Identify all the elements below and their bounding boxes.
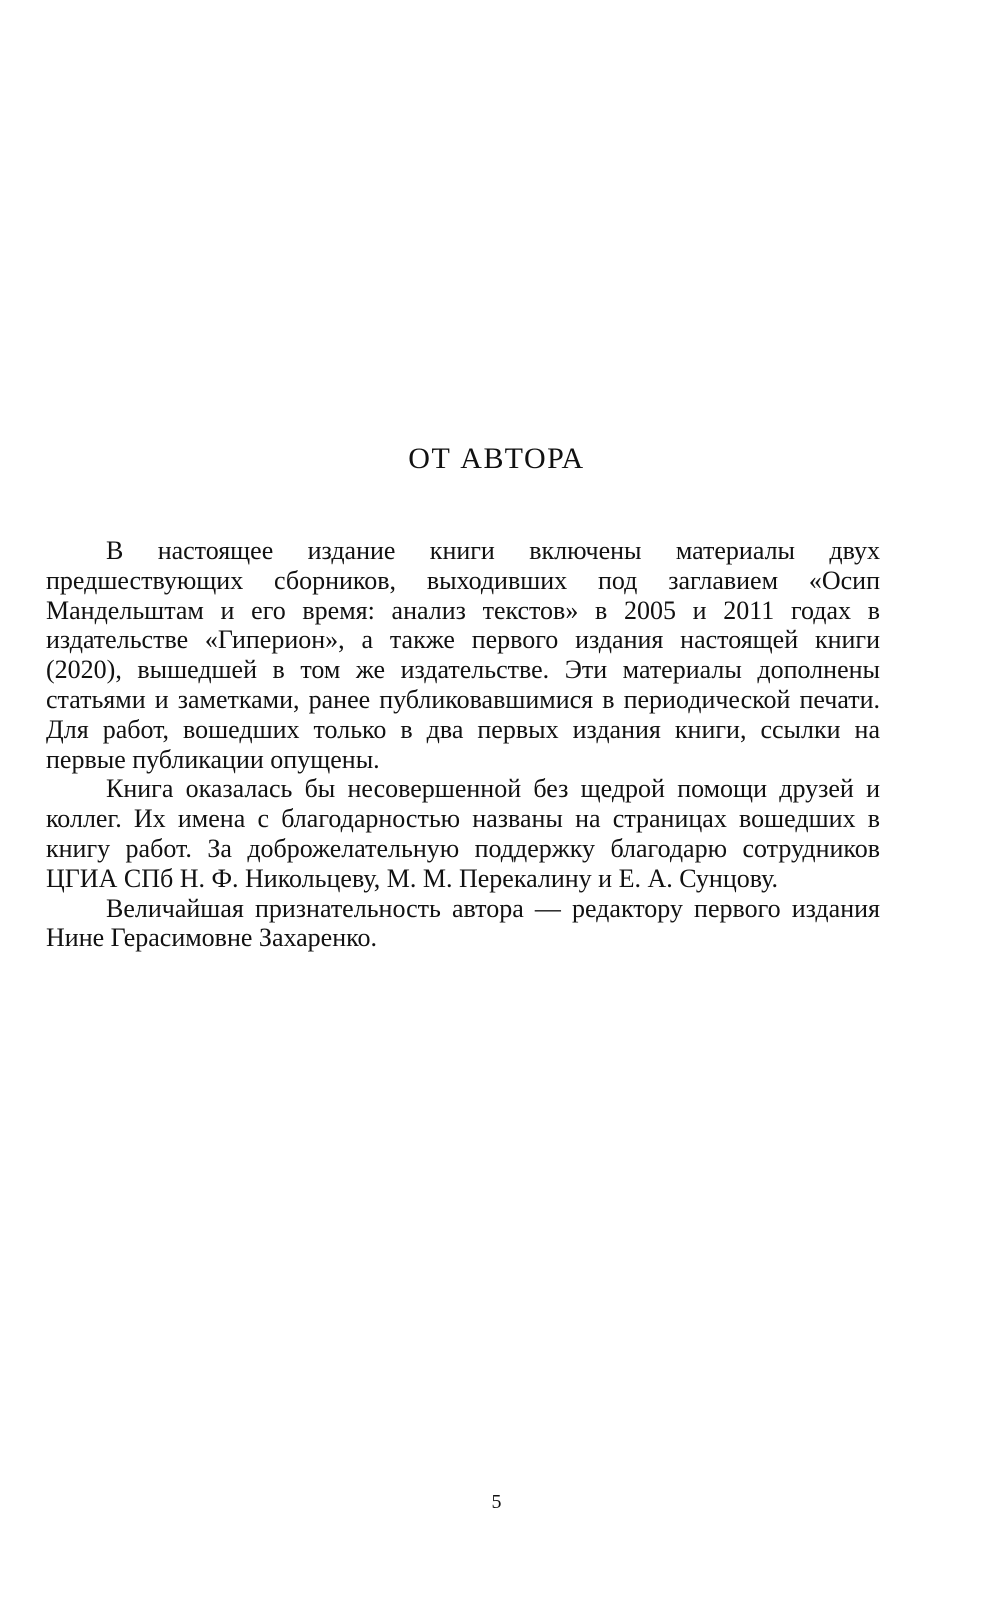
chapter-title: ОТ АВТОРА [408,442,585,475]
paragraph-1: В настоящее издание книги включены материалы двух предшествующих сборников, выходивших под заглавием «Осип Мандельштам и его время: анализ текстов» в 2005 и 2011 годах в издательстве «Гиперион», а также первого издания настоящей книги (2020), вышедшей в том же издательстве. Эти материалы дополнены статьями и заметками, ранее публиковавшимися в периодической печати. Для работ, вошедших только в два первых издания книги, ссылки на первые публикации опущены. [46,536,880,774]
body-text [46,536,880,953]
paragraph-2: Книга оказалась бы несовершенной без щедрой помощи друзей и коллег. Их имена с благодарностью названы на страницах вошедших в книгу работ. За доброжелательную поддержку благодарю сотрудников ЦГИА СПб Н. Ф. Никольцеву, М. М. Перекалину и Е. А. Сунцову. [46,774,880,893]
page-number: 5 [491,1491,502,1513]
paragraph-3: Величайшая признательность автора — редактору первого издания Нине Герасимовне Захаренко. [46,893,880,953]
